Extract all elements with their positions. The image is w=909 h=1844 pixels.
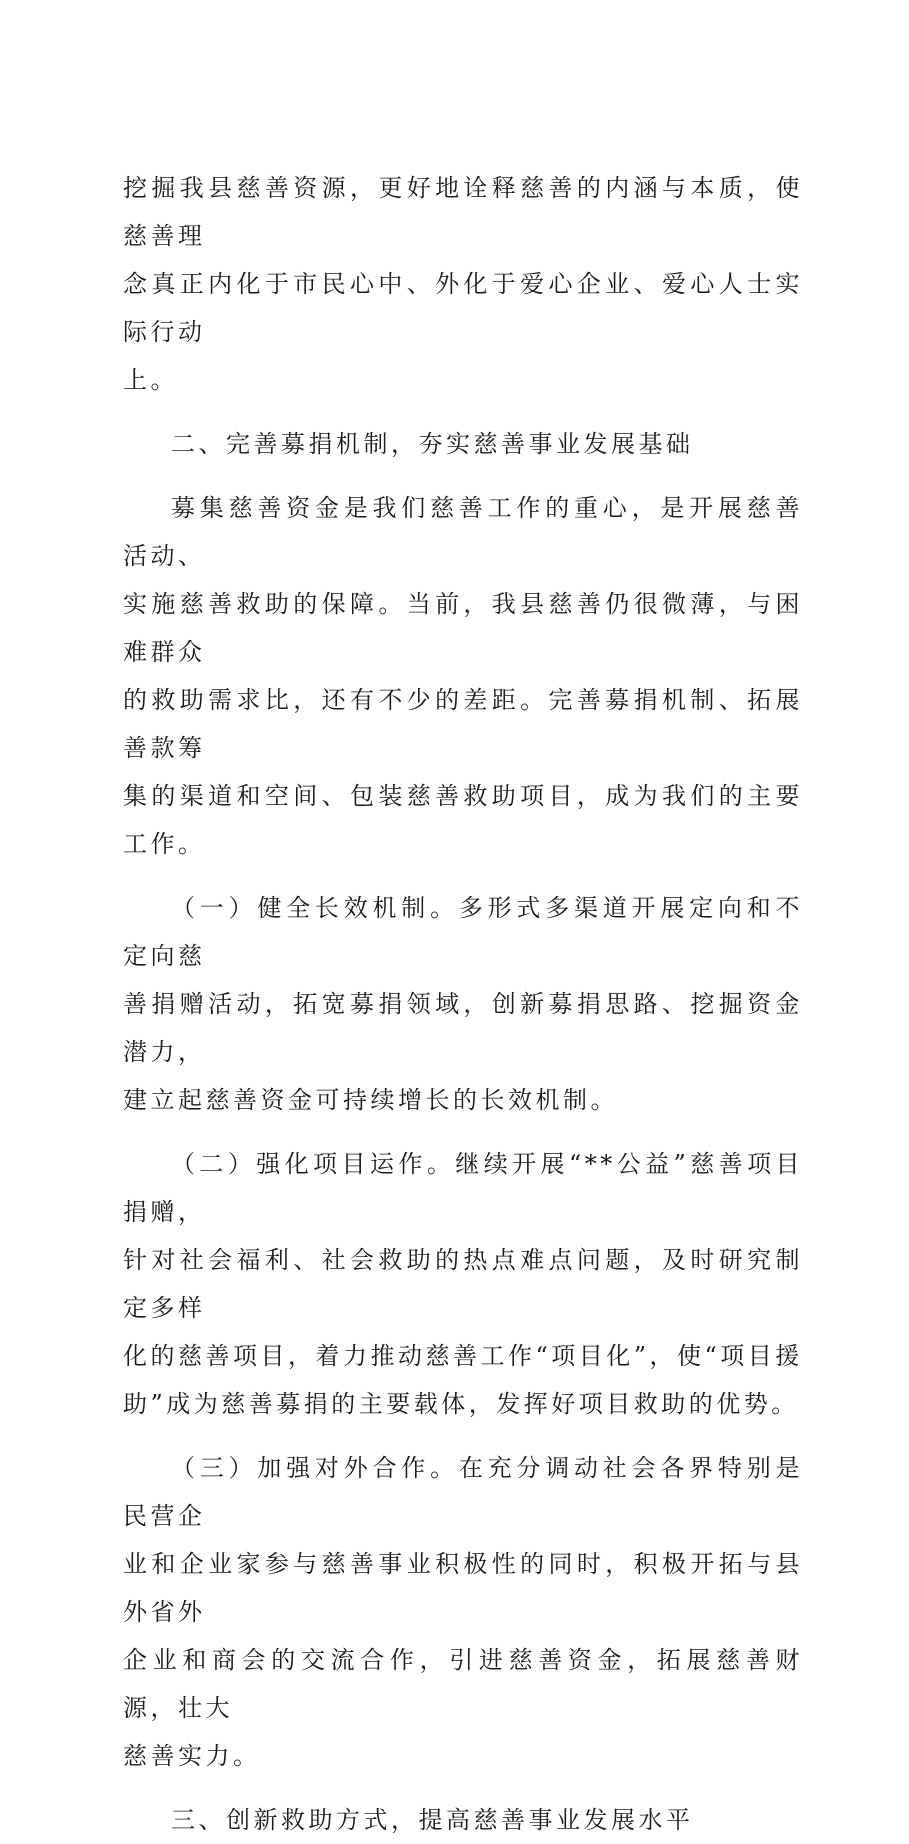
paragraph-fundraising <box>123 484 803 868</box>
text-line: 集的渠道和空间、包装慈善救助项目，成为我们的主要工作。 <box>123 782 803 858</box>
text-line: 募集慈善资金是我们慈善工作的重心，是开展慈善活动、 <box>123 494 803 570</box>
text-line: 建立起慈善资金可持续增长的长效机制。 <box>123 1086 618 1114</box>
section-heading-3 <box>123 1796 803 1844</box>
text-line: 上。 <box>123 366 178 394</box>
section-heading-2 <box>123 420 803 468</box>
text-line: 挖掘我县慈善资源，更好地诠释慈善的内涵与本质，使慈善理 <box>123 174 803 250</box>
text-line: 助”成为慈善募捐的主要载体，发挥好项目救助的优势。 <box>123 1390 799 1418</box>
text-line: （三）加强对外合作。在充分调动社会各界特别是民营企 <box>123 1454 803 1530</box>
text-line: 针对社会福利、社会救助的热点难点问题，及时研究制定多样 <box>123 1246 803 1322</box>
text-line: 念真正内化于市民心中、外化于爱心企业、爱心人士实际行动 <box>123 270 803 346</box>
text-line: （一）健全长效机制。多形式多渠道开展定向和不定向慈 <box>123 894 803 970</box>
paragraph-item-3 <box>123 1444 803 1780</box>
paragraph-item-2 <box>123 1140 803 1428</box>
paragraph-item-1 <box>123 884 803 1124</box>
heading-line: 二、完善募捐机制，夯实慈善事业发展基础 <box>171 430 694 458</box>
text-line: （二）强化项目运作。继续开展“**公益”慈善项目捐赠， <box>123 1150 803 1226</box>
text-line: 的救助需求比，还有不少的差距。完善募捐机制、拓展善款筹 <box>123 686 803 762</box>
text-line: 企业和商会的交流合作，引进慈善资金，拓展慈善财源，壮大 <box>123 1646 803 1722</box>
text-line: 实施慈善救助的保障。当前，我县慈善仍很微薄，与困难群众 <box>123 590 803 666</box>
text-line: 化的慈善项目，着力推动慈善工作“项目化”，使“项目援 <box>123 1342 803 1370</box>
heading-line: 三、创新救助方式，提高慈善事业发展水平 <box>171 1806 694 1834</box>
text-line: 慈善实力。 <box>123 1742 261 1770</box>
paragraph-intro-continuation <box>123 164 803 404</box>
document-body <box>123 164 803 1844</box>
text-line: 业和企业家参与慈善事业积极性的同时，积极开拓与县外省外 <box>123 1550 803 1626</box>
text-line: 善捐赠活动，拓宽募捐领域，创新募捐思路、挖掘资金潜力， <box>123 990 803 1066</box>
